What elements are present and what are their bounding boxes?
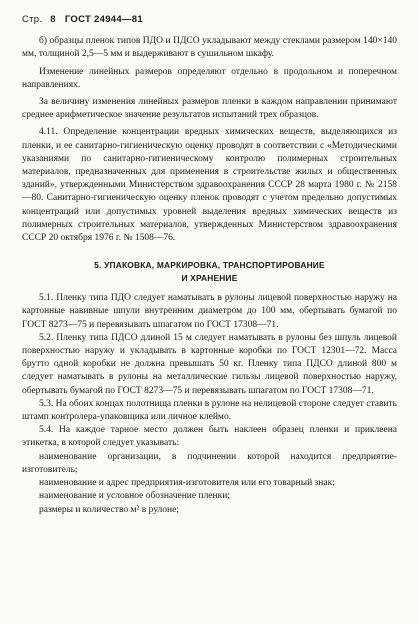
paragraph-5-3: 5.3. На обоих концах полотнища пленки в рулоне на нелицевой стороне следует ставить штамп контролера-упаковщика или личное клеймо. bbox=[22, 398, 397, 423]
section-5-title-line1: 5. УПАКОВКА, МАРКИРОВКА, ТРАНСПОРТИРОВАНИЕ bbox=[94, 260, 325, 271]
list-item-manufacturer: наименование и адрес предприятия-изготовителя или его товарный знак; bbox=[39, 478, 335, 489]
list-item-film-designation: наименование и условное обозначение пленки; bbox=[39, 491, 230, 502]
list-item-roll-size: размеры и количество м² в рулоне; bbox=[39, 504, 179, 515]
paragraph-average-result: За величину изменения линейных размеров пленки в каждом направлении принимают среднее арифметическое значение результатов испытаний трех образцов. bbox=[22, 97, 397, 121]
paragraph-5-1: 5.1. Пленку типа ПДО следует наматывать в рулоны лицевой поверхностью наружу на картонные навивные шпули внутренним диаметром до 100 мм, обертывать бумагой по ГОСТ 8273—75 и перевязывать шпагатом по ГОСТ 17308—71. bbox=[22, 293, 397, 330]
section-5-title bbox=[22, 259, 397, 284]
paragraph-5-4: 5.4. На каждое тарное место должен быть наклеен образец пленки и приклеена этикетка, в которой следует указывать: bbox=[22, 425, 397, 449]
standard-code: ГОСТ 24944—81 bbox=[64, 14, 143, 25]
section-5-title-line2: И ХРАНЕНИЕ bbox=[181, 272, 238, 283]
page-header bbox=[22, 13, 397, 26]
paragraph-4-11: 4.11. Определение концентрации вредных химических веществ, выделяющихся из пленки, и ее санитарно-гигиеническую оценку проводят в соответствии с «Методическими указаниями по санитарно-гигиеническому контролю полимерных строительных материалов, предназначенных для применения в строительстве жилых и общественных зданий», утвержденными Министерством здравоохранения СССР 28 марта 1980 г. № 2158—80. Санитарно-гигиеническую оценку пленок проводят с учетом предельно допустимых концентраций или допустимых уровней выделения вредных химических веществ из полимерных строительных материалов, утвержденных Министерством здравоохранения СССР 20 октября 1976 г. № 1508—76. bbox=[22, 127, 397, 244]
list-item-organization: наименование организации, в подчинении которой находится предприятие-изготовитель; bbox=[22, 451, 397, 475]
page-label: Стр. bbox=[22, 14, 43, 25]
paragraph-dimension-change: Изменение линейных размеров определяют отдельно в продольном и поперечном направлениях. bbox=[22, 66, 397, 90]
page-number: 8 bbox=[50, 14, 56, 25]
paragraph-5-2: 5.2. Пленку типа ПДСО длиной 15 м следует наматывать в рулоны без шпуль лицевой поверхностью наружу и укладывать в картонные коробки по ГОСТ 12301—72. Масса брутто одной коробки не должна превышать 50 кг. Пленку типа ПДСО длиной 800 м следует наматывать в рулоны на металлические гильзы лицевой поверхностью наружу, обертывать бумагой по ГОСТ 8273—75 и перевязывать шпагатом по ГОСТ 17308—71. bbox=[22, 332, 397, 396]
paragraph-sample-placement: б) образцы пленок типов ПДО и ПДСО укладывают между стеклами размером 140×140 мм, толщиной 2,5—5 мм и выдерживают в сушильном шкафу. bbox=[22, 36, 397, 60]
